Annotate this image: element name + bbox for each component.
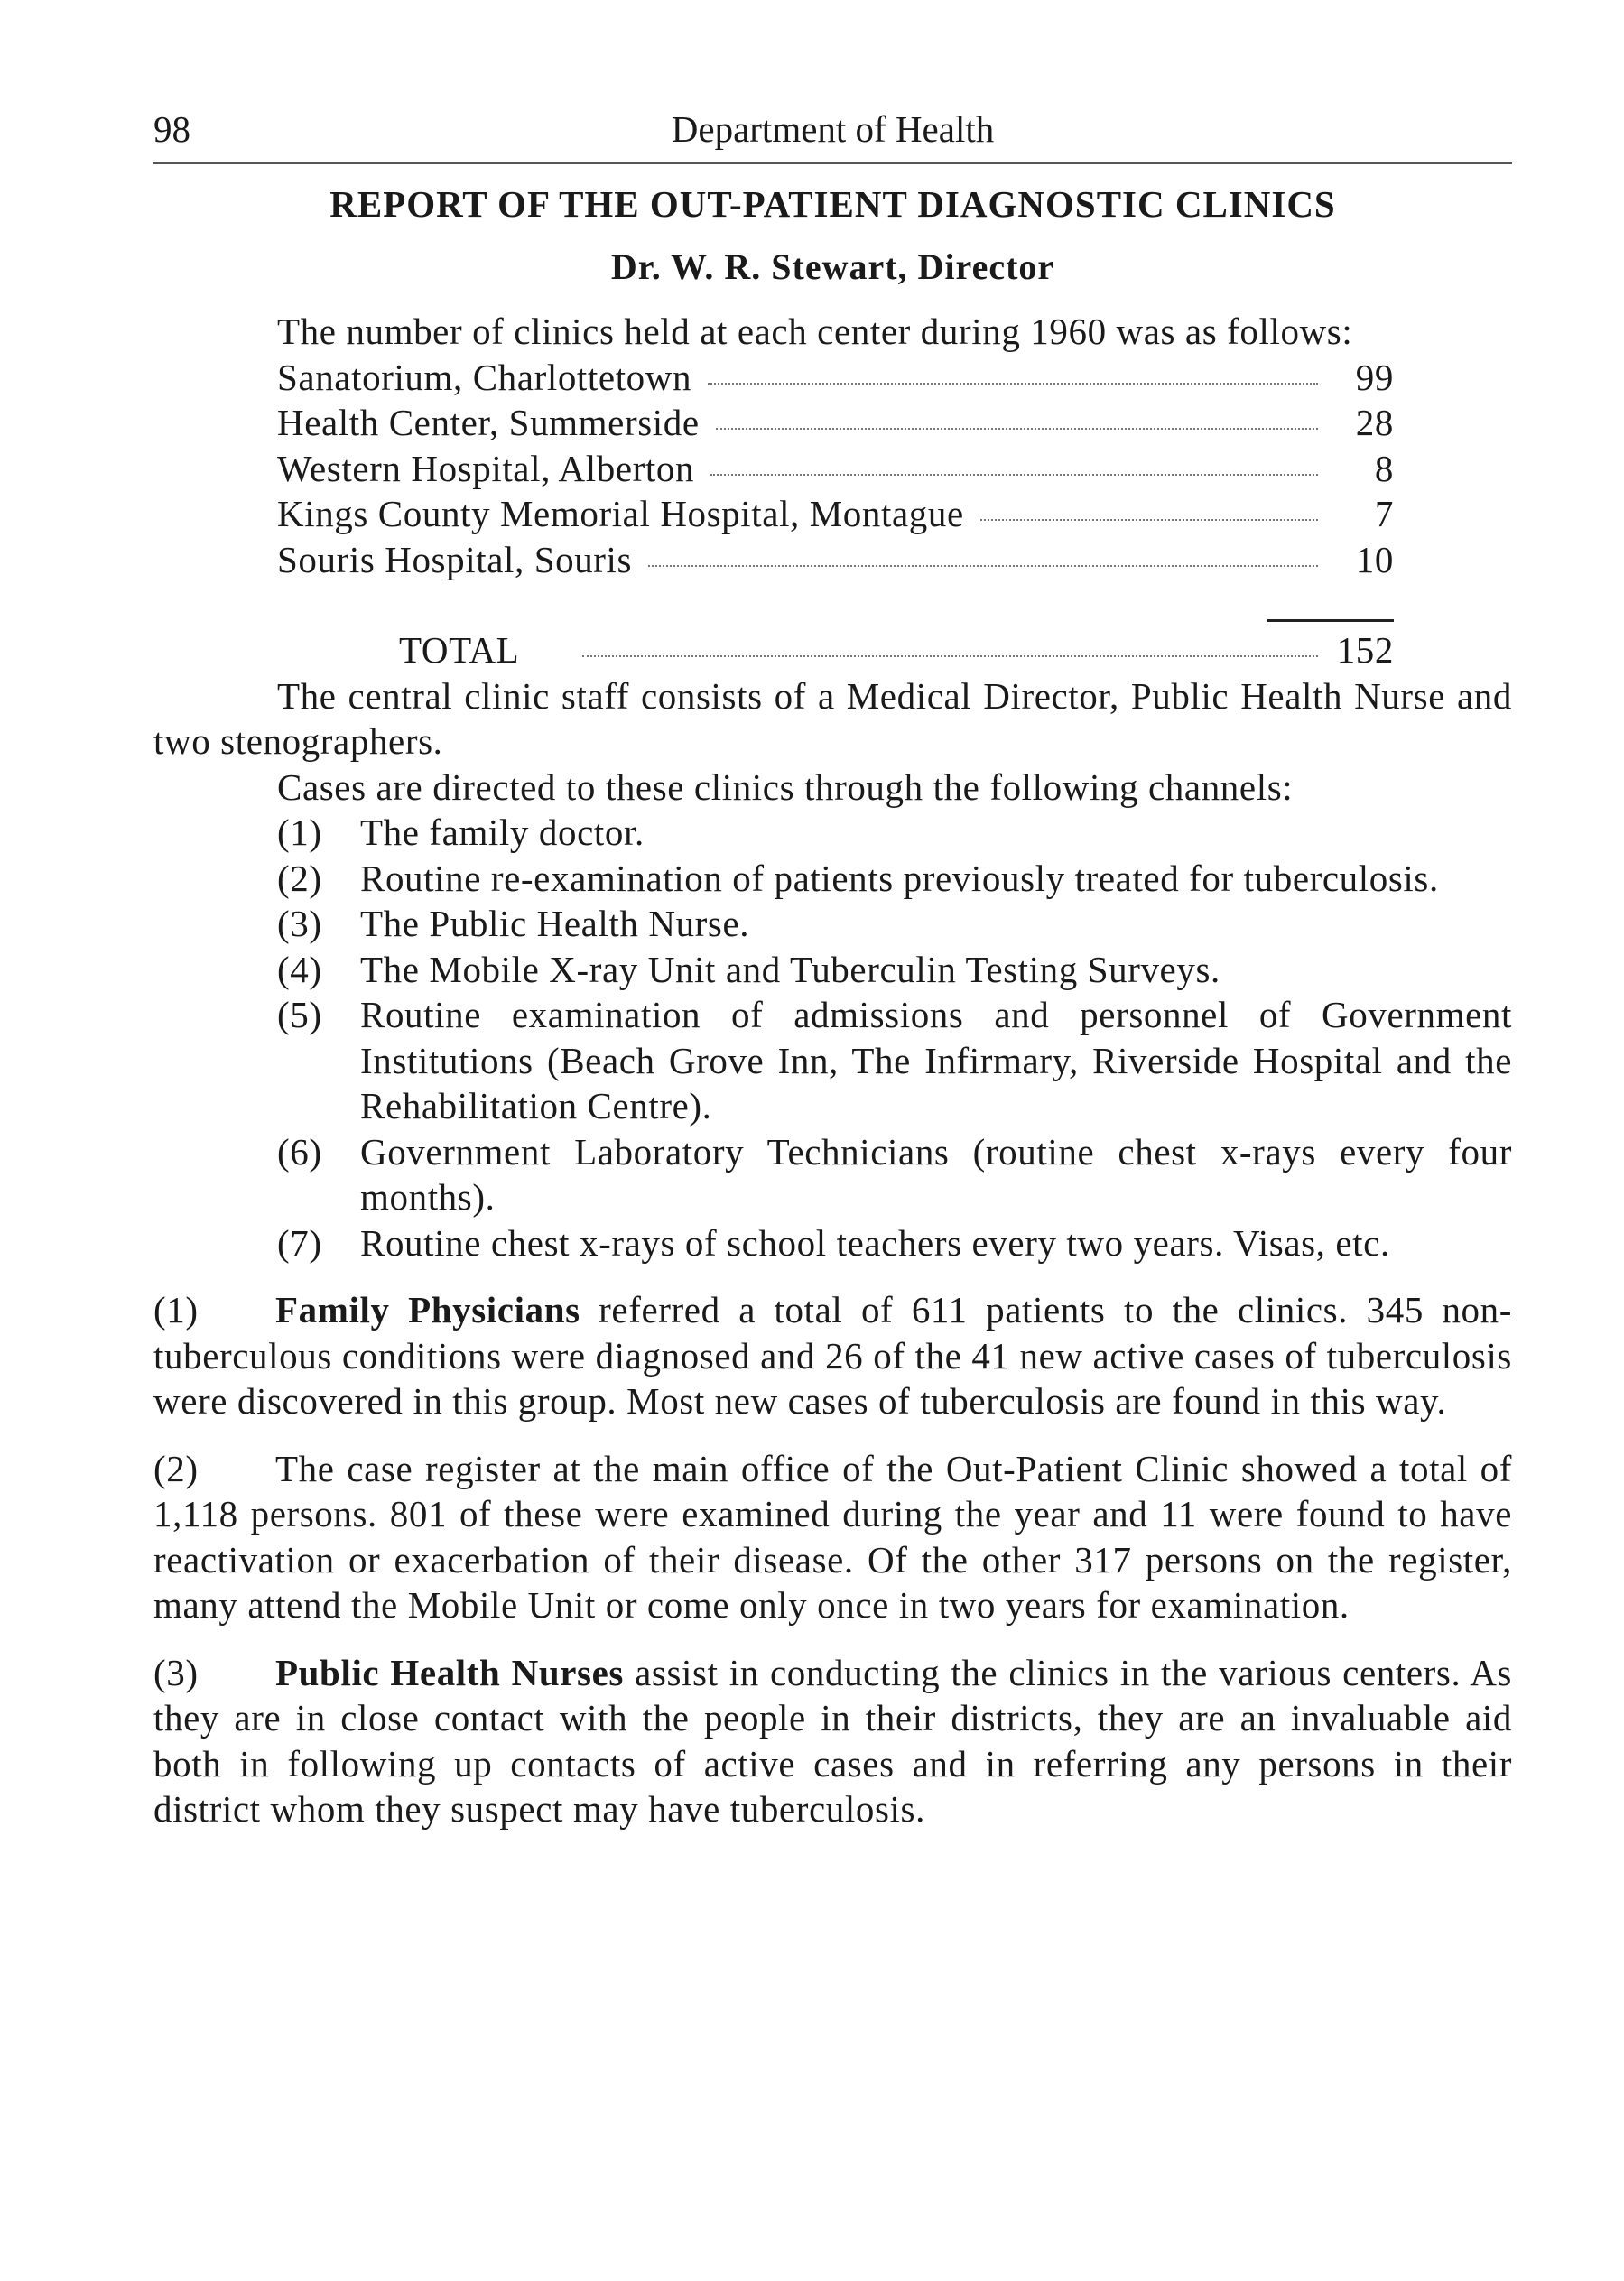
report-subtitle: Dr. W. R. Stewart, Director bbox=[610, 246, 1055, 287]
total-count: 152 bbox=[1336, 629, 1394, 671]
section-number: (2) bbox=[153, 1447, 199, 1489]
clinic-count: 28 bbox=[1355, 402, 1394, 443]
page-number: 98 bbox=[153, 108, 190, 150]
clinic-name: Kings County Memorial Hospital, Montague bbox=[277, 493, 964, 534]
section-heading: Public Health Nurses bbox=[275, 1651, 624, 1693]
clinic-count: 8 bbox=[1374, 447, 1394, 489]
list-item-number: (3) bbox=[277, 903, 322, 944]
clinic-row bbox=[277, 446, 1394, 492]
dot-leader bbox=[716, 428, 1318, 430]
total-rule-row bbox=[277, 582, 1394, 627]
list-item-text: The Mobile X-ray Unit and Tuberculin Testing Surveys. bbox=[360, 948, 1220, 990]
staff-paragraph: The central clinic staff consists of a Medical Director, Public Health Nurse and two stenographers. bbox=[153, 674, 1512, 762]
list-item-text: The family doctor. bbox=[360, 811, 645, 853]
document-page bbox=[153, 99, 1512, 1832]
total-rule bbox=[1267, 619, 1394, 622]
clinic-row bbox=[277, 355, 1394, 401]
dot-leader bbox=[708, 383, 1318, 385]
list-item-number: (6) bbox=[277, 1130, 322, 1173]
clinic-name: Western Hospital, Alberton bbox=[277, 447, 695, 489]
clinic-count: 10 bbox=[1355, 538, 1394, 580]
list-item-text: The Public Health Nurse. bbox=[360, 903, 750, 944]
intro-paragraph: The number of clinics held at each center during 1960 was as follows: bbox=[277, 311, 1353, 352]
total-label: TOTAL bbox=[399, 629, 520, 671]
clinic-row bbox=[277, 400, 1394, 446]
list-item-number: (4) bbox=[277, 948, 322, 990]
section-public-health-nurses bbox=[153, 1650, 1512, 1832]
channels-list bbox=[277, 810, 1512, 1266]
section-text: The case register at the main office of the Out-Patient Clinic showed a total of 1,118 persons. 801 of these were examined during the year and 11 were found to have reactivation or exacerbation of their disease. Of the other 317 persons on the register, many attend the Mobile Unit or come only once in two years for examination. bbox=[153, 1447, 1512, 1626]
list-item-number: (7) bbox=[277, 1221, 322, 1264]
clinic-table bbox=[277, 355, 1394, 673]
list-item bbox=[277, 1220, 1512, 1266]
page-header bbox=[153, 99, 1512, 159]
total-row bbox=[277, 627, 1394, 673]
list-item-number: (1) bbox=[277, 811, 322, 853]
dot-leader bbox=[582, 655, 1318, 657]
list-item bbox=[277, 856, 1512, 902]
section-heading: Family Physicians bbox=[275, 1289, 580, 1331]
dot-leader bbox=[648, 565, 1318, 567]
list-item-text: Routine chest x-rays of school teachers every two years. Visas, etc. bbox=[360, 1221, 1390, 1264]
list-item-number: (5) bbox=[277, 994, 322, 1035]
list-item-text: Routine re-examination of patients previously treated for tuberculosis. bbox=[360, 857, 1439, 899]
running-head: Department of Health bbox=[671, 108, 995, 150]
clinic-row bbox=[277, 537, 1394, 583]
section-number: (1) bbox=[153, 1289, 199, 1331]
section-text: referred a total of 611 patients to the clinics. 345 non-tuberculous conditions were diagnosed and 26 of the 41 new active cases of tuberculosis were discovered in this group. Most new cases of tuberculosis are found in this way. bbox=[153, 1289, 1512, 1422]
clinic-count: 99 bbox=[1355, 356, 1394, 398]
list-item-number: (2) bbox=[277, 857, 322, 899]
list-item bbox=[277, 1129, 1512, 1220]
clinic-name: Souris Hospital, Souris bbox=[277, 538, 633, 580]
section-number: (3) bbox=[153, 1651, 199, 1693]
header-rule bbox=[153, 162, 1512, 164]
channels-intro: Cases are directed to these clinics through the following channels: bbox=[277, 765, 1294, 808]
clinic-row bbox=[277, 491, 1394, 537]
dot-leader bbox=[710, 474, 1318, 476]
list-item bbox=[277, 810, 1512, 856]
clinic-name: Sanatorium, Charlottetown bbox=[277, 356, 692, 398]
list-item bbox=[277, 947, 1512, 993]
section-family-physicians bbox=[153, 1287, 1512, 1424]
report-title: REPORT OF THE OUT-PATIENT DIAGNOSTIC CLINICS bbox=[329, 183, 1336, 225]
list-item-text: Government Laboratory Technicians (routine chest x-rays every four months). bbox=[360, 1130, 1512, 1218]
dot-leader bbox=[980, 519, 1318, 521]
clinic-count: 7 bbox=[1374, 493, 1394, 534]
section-case-register bbox=[153, 1446, 1512, 1628]
section-text: assist in conducting the clinics in the various centers. As they are in close contact with the people in their districts, they are an invaluable aid both in following up contacts of active cases and in referring any persons in their district whom they suspect may have tuberculosis. bbox=[153, 1651, 1512, 1830]
list-item bbox=[277, 901, 1512, 947]
clinic-name: Health Center, Summerside bbox=[277, 402, 700, 443]
list-item-text: Routine examination of admissions and personnel of Government Institutions (Beach Grove Inn, The Infirmary, Riverside Hospital and the Rehabilitation Centre). bbox=[360, 994, 1512, 1127]
list-item bbox=[277, 992, 1512, 1129]
